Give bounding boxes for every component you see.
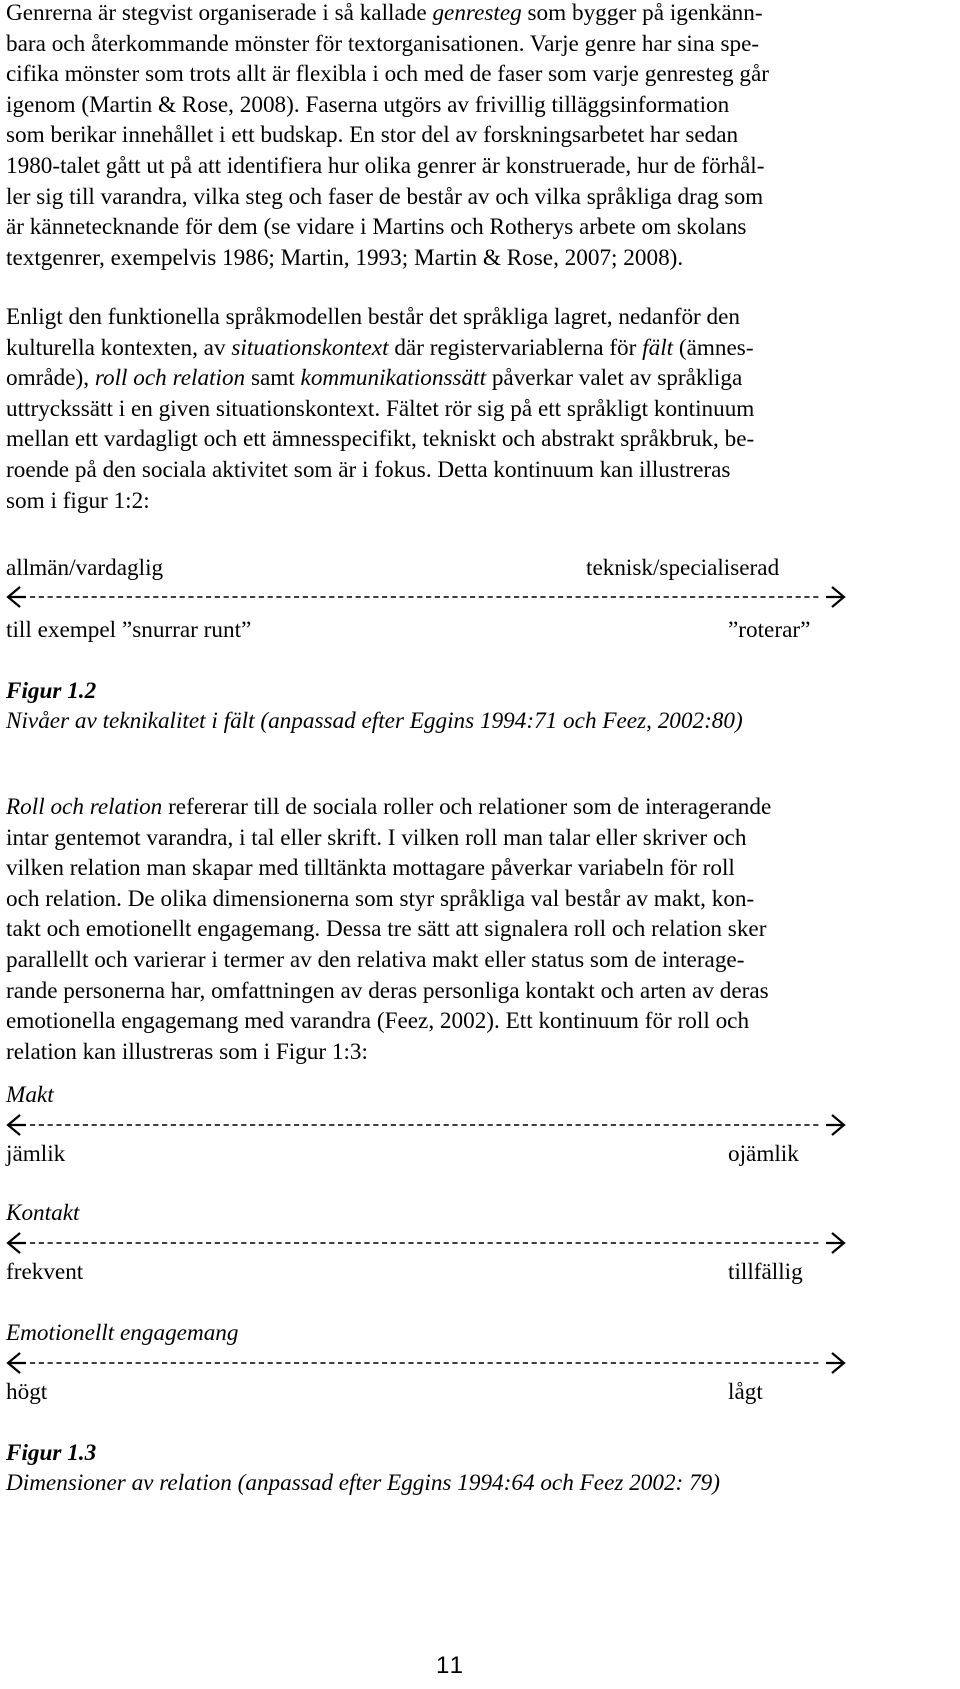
label-occasional: tillfällig: [728, 1259, 803, 1285]
scale-arrow-contact: [6, 1228, 918, 1258]
italic-term: situationskontext: [231, 334, 389, 361]
paragraph-situation-context: [6, 302, 954, 516]
text-run: område),: [6, 365, 95, 392]
text-line: [6, 853, 954, 884]
text-run: rande personerna har, omfattningen av deras personliga kontakt och arten av deras: [6, 977, 769, 1004]
text-run: bara och återkommande mönster för textorganisationen. Varje genre har sina spe-: [6, 30, 760, 57]
document-page: [6, 0, 954, 1689]
label-high: högt: [6, 1379, 48, 1405]
text-run: cifika mönster som trots allt är flexibla i och med de faser som varje genresteg går: [6, 61, 769, 88]
text-run: kulturella kontexten, av: [6, 334, 232, 361]
text-line: [6, 486, 954, 517]
text-line: [6, 455, 954, 486]
scale-title-emotional-engagement: Emotionellt engagemang: [6, 1320, 239, 1346]
label-frequent: frekvent: [6, 1259, 84, 1285]
scale-title-power: Makt: [6, 1082, 54, 1108]
text-run: uttryckssätt i en given situationskontext. Fältet rör sig på ett språkligt kontinuum: [6, 395, 755, 422]
figure-1-2-label: Figur 1.2: [6, 678, 97, 704]
label-unequal: ojämlik: [728, 1141, 799, 1167]
double-arrow-icon: [6, 1348, 918, 1378]
italic-term: fält: [642, 334, 674, 361]
italic-term: roll och relation: [94, 365, 246, 392]
text-run: samt: [245, 365, 301, 392]
text-line: [6, 1006, 954, 1037]
label-example-spinning: till exempel ”snurrar runt”: [6, 617, 252, 643]
text-run: som i figur 1:2:: [6, 487, 150, 514]
text-run: refererar till de sociala roller och relationer som de interagerande: [162, 794, 772, 820]
text-run: takt och emotionellt engagemang. Dessa tre sätt att signalera roll och relation sker: [6, 916, 767, 943]
text-run: Genrerna är stegvist organiserade i så kallade: [6, 0, 433, 26]
text-run: textgenrer, exempelvis 1986; Martin, 1993; Martin & Rose, 2007; 2008).: [6, 244, 684, 271]
double-arrow-icon: [6, 1110, 918, 1140]
double-arrow-icon: [6, 582, 918, 612]
text-line: [6, 302, 954, 333]
text-line: [6, 243, 954, 274]
text-line: [6, 424, 954, 455]
scale-labels-contact: [6, 1256, 954, 1288]
text-line: [6, 792, 954, 823]
scale-labels-emotional-engagement: [6, 1376, 954, 1408]
label-general-everyday: allmän/vardaglig: [6, 555, 164, 581]
text-line: [6, 945, 954, 976]
text-run: är kännetecknande för dem (se vidare i Martins och Rotherys arbete om skolans: [6, 214, 747, 241]
text-line: [6, 120, 954, 151]
text-run: relation kan illustreras som i Figur 1:3:: [6, 1038, 368, 1065]
text-run: igenom (Martin & Rose, 2008). Faserna utgörs av frivillig tilläggsinformation: [6, 91, 730, 118]
text-run: roende på den sociala aktivitet som är i fokus. Detta kontinuum kan illustreras: [6, 456, 731, 483]
text-run: 1980-talet gått ut på att identifiera hur olika genrer är konstruerade, hur de förhål-: [6, 152, 765, 179]
text-line: [6, 0, 954, 29]
text-line: [6, 363, 954, 394]
page-number: 11: [436, 1652, 465, 1679]
scale-title-contact: Kontakt: [6, 1200, 80, 1226]
text-run: där registervariablerna för: [388, 334, 643, 361]
text-run: (ämnes-: [673, 334, 754, 361]
label-rotating: ”roterar”: [728, 617, 811, 643]
text-line: [6, 823, 954, 854]
text-run: parallellt och varierar i termer av den relativa makt eller status som de interage-: [6, 946, 745, 973]
text-run: vilken relation man skapar med tilltänkta mottagare påverkar variabeln för roll: [6, 855, 735, 882]
text-line: [6, 976, 954, 1007]
text-line: [6, 1037, 954, 1068]
text-run: intar gentemot varandra, i tal eller skrift. I vilken roll man talar eller skriver och: [6, 824, 747, 851]
text-line: [6, 90, 954, 121]
scale-labels-power: [6, 1138, 954, 1170]
text-line: [6, 29, 954, 60]
text-run: ler sig till varandra, vilka steg och faser de består av och vilka språkliga drag som: [6, 183, 764, 210]
label-equal: jämlik: [6, 1141, 66, 1167]
text-run: emotionella engagemang med varandra (Feez, 2002). Ett kontinuum för roll och: [6, 1008, 750, 1035]
italic-term: genresteg: [432, 0, 522, 26]
double-arrow-icon: [6, 1228, 918, 1258]
figure-1-2-bottom-labels: [6, 614, 954, 646]
italic-term: kommunikationssätt: [300, 365, 487, 392]
text-line: [6, 914, 954, 945]
text-line: [6, 182, 954, 213]
figure-1-3-caption: Dimensioner av relation (anpassad efter Eggins 1994:64 och Feez 2002: 79): [6, 1470, 720, 1496]
scale-arrow-emotional-engagement: [6, 1348, 918, 1378]
text-run: mellan ett vardagligt och ett ämnesspecifikt, tekniskt och abstrakt språkbruk, be-: [6, 426, 755, 453]
text-run: som bygger på igenkänn-: [521, 0, 763, 26]
text-line: [6, 59, 954, 90]
text-line: [6, 151, 954, 182]
text-line: [6, 212, 954, 243]
text-run: Enligt den funktionella språkmodellen består det språkliga lagret, nedanför den: [6, 304, 741, 330]
figure-1-2-continuum-arrow: [6, 582, 918, 612]
italic-term: Roll och relation: [6, 794, 163, 820]
text-run: påverkar valet av språkliga: [486, 365, 743, 392]
figure-1-3-label: Figur 1.3: [6, 1440, 97, 1466]
label-technical-specialized: teknisk/specialiserad: [586, 555, 780, 581]
text-run: som berikar innehållet i ett budskap. En stor del av forskningsarbetet har sedan: [6, 122, 739, 149]
text-line: [6, 884, 954, 915]
text-run: och relation. De olika dimensionerna som styr språkliga val består av makt, kon-: [6, 885, 755, 912]
figure-1-2-top-labels: [6, 552, 954, 584]
figure-1-2-caption: Nivåer av teknikalitet i fält (anpassad efter Eggins 1994:71 och Feez, 2002:80): [6, 708, 743, 734]
scale-arrow-power: [6, 1110, 918, 1140]
text-line: [6, 333, 954, 364]
paragraph-role-relation: [6, 792, 954, 1067]
paragraph-genres: [6, 0, 954, 273]
label-low: lågt: [728, 1379, 763, 1405]
text-line: [6, 394, 954, 425]
